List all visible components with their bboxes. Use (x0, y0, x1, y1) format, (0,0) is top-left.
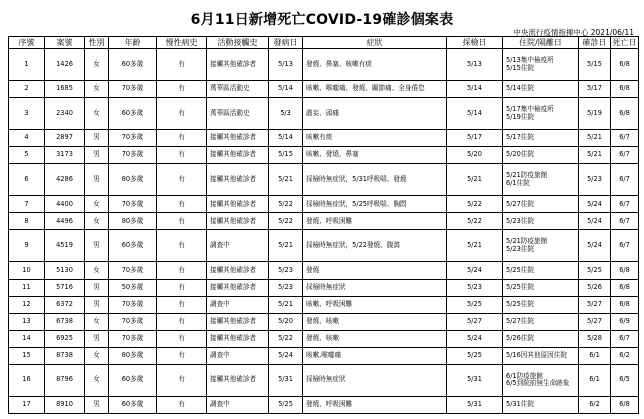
confirm-date-cell: 5/27 (579, 313, 611, 330)
confirm-date-cell: 5/24 (579, 230, 611, 262)
serial-cell: 2 (9, 81, 45, 98)
confirm-date-cell: 5/24 (579, 213, 611, 230)
header-cell: 年齡 (109, 37, 157, 49)
contact-history-cell: 接觸其他確診者 (207, 147, 269, 164)
table-row (9, 213, 639, 230)
confirm-date-cell: 5/24 (579, 196, 611, 213)
contact-history-cell: 接觸其他確診者 (207, 313, 269, 330)
confirm-date-cell: 5/17 (579, 81, 611, 98)
sex-cell: 男 (85, 164, 109, 196)
admission-date-cell (503, 296, 579, 313)
contact-history-cell: 接觸其他確診者 (207, 196, 269, 213)
chronic-history-cell: 有 (157, 130, 207, 147)
sex-cell: 女 (85, 313, 109, 330)
symptoms-cell: 採檢時無症狀，5/25呼吸喘、胸悶 (303, 196, 447, 213)
symptoms-cell: 發燒、呼吸困難 (303, 213, 447, 230)
onset-date-cell: 5/23 (269, 262, 303, 279)
case-id-cell: 4400 (45, 196, 85, 213)
sex-cell: 女 (85, 347, 109, 364)
onset-date-cell: 5/22 (269, 330, 303, 347)
cell-line: 5/26住院 (506, 333, 534, 342)
sex-cell: 女 (85, 81, 109, 98)
confirm-date-cell: 5/25 (579, 262, 611, 279)
onset-date-cell: 5/21 (269, 164, 303, 196)
chronic-history-cell: 有 (157, 164, 207, 196)
sex-cell: 女 (85, 98, 109, 130)
serial-cell: 4 (9, 130, 45, 147)
test-date-cell: 5/23 (447, 279, 503, 296)
admission-date-cell (503, 213, 579, 230)
age-cell: 70多歲 (109, 81, 157, 98)
onset-date-cell: 5/22 (269, 213, 303, 230)
symptoms-cell: 譫妄、頭痛 (303, 98, 447, 130)
serial-cell: 10 (9, 262, 45, 279)
test-date-cell: 5/21 (447, 164, 503, 196)
symptoms-cell: 咳嗽有痰 (303, 130, 447, 147)
death-date-cell: 6/7 (611, 213, 639, 230)
death-date-cell: 6/8 (611, 98, 639, 130)
table-row (9, 296, 639, 313)
chronic-history-cell: 有 (157, 279, 207, 296)
symptoms-cell: 發燒、咳嗽 (303, 330, 447, 347)
serial-cell: 6 (9, 164, 45, 196)
age-cell: 70多歲 (109, 196, 157, 213)
test-date-cell: 5/22 (447, 213, 503, 230)
serial-cell: 8 (9, 213, 45, 230)
chronic-history-cell: 有 (157, 396, 207, 413)
chronic-history-cell: 有 (157, 98, 207, 130)
age-cell: 60多歲 (109, 396, 157, 413)
table-row (9, 49, 639, 81)
contact-history-cell: 接觸其他確診者 (207, 364, 269, 396)
case-id-cell: 5716 (45, 279, 85, 296)
sex-cell: 女 (85, 49, 109, 81)
table-row (9, 262, 639, 279)
chronic-history-cell: 有 (157, 147, 207, 164)
test-date-cell: 5/24 (447, 262, 503, 279)
onset-date-cell: 5/24 (269, 347, 303, 364)
onset-date-cell: 5/25 (269, 396, 303, 413)
symptoms-cell: 發燒、鼻塞、咳嗽有痰 (303, 49, 447, 81)
test-date-cell: 5/27 (447, 313, 503, 330)
sex-cell: 男 (85, 130, 109, 147)
contact-history-cell: 接觸其他確診者 (207, 262, 269, 279)
chronic-history-cell: 有 (157, 196, 207, 213)
contact-history-cell: 接觸其他確診者 (207, 213, 269, 230)
serial-cell: 12 (9, 296, 45, 313)
chronic-history-cell: 有 (157, 330, 207, 347)
sex-cell: 女 (85, 262, 109, 279)
header-cell: 採檢日 (447, 37, 503, 49)
table-header-row (9, 37, 639, 49)
death-date-cell: 6/8 (611, 396, 639, 413)
case-id-cell: 4519 (45, 230, 85, 262)
case-id-cell: 1685 (45, 81, 85, 98)
admission-date-cell (503, 262, 579, 279)
age-cell: 60多歲 (109, 230, 157, 262)
death-date-cell: 6/7 (611, 196, 639, 213)
test-date-cell: 5/24 (447, 330, 503, 347)
chronic-history-cell: 有 (157, 213, 207, 230)
contact-history-cell: 萬華區活動史 (207, 98, 269, 130)
admission-date-cell (503, 230, 579, 262)
admission-date-cell (503, 396, 579, 413)
admission-date-cell (503, 313, 579, 330)
test-date-cell: 5/13 (447, 49, 503, 81)
table-row (9, 313, 639, 330)
onset-date-cell: 5/31 (269, 364, 303, 396)
header-cell: 死亡日 (612, 37, 637, 47)
case-id-cell: 2897 (45, 130, 85, 147)
confirm-date-cell: 5/26 (579, 279, 611, 296)
serial-cell: 13 (9, 313, 45, 330)
death-date-cell: 6/2 (611, 347, 639, 364)
cell-line: 5/20住院 (506, 150, 534, 159)
cell-line: 6/5到院前無生命跡象 (506, 379, 570, 388)
chronic-history-cell: 有 (157, 262, 207, 279)
sex-cell: 男 (85, 147, 109, 164)
case-id-cell: 5130 (45, 262, 85, 279)
case-id-cell: 8738 (45, 347, 85, 364)
onset-date-cell: 5/15 (269, 147, 303, 164)
table-row (9, 196, 639, 213)
admission-date-cell (503, 364, 579, 396)
cell-line: 5/17集中檢疫所 (506, 105, 554, 114)
sex-cell: 男 (85, 330, 109, 347)
header-cell: 活動接觸史 (207, 37, 269, 49)
header-cell: 序號 (9, 37, 45, 49)
chronic-history-cell: 有 (157, 313, 207, 330)
case-id-cell: 8910 (45, 396, 85, 413)
source-label: 中央流行疫情指揮中心 2021/06/11 (513, 28, 634, 37)
cell-line: 6/1住院 (506, 178, 530, 187)
age-cell: 80多歲 (109, 164, 157, 196)
cell-line: 5/23住院 (506, 216, 534, 225)
sex-cell: 女 (85, 213, 109, 230)
symptoms-cell: 咳嗽、喉嚨痛、發燒、關節痛、全身倦怠 (303, 81, 447, 98)
death-date-cell: 6/7 (611, 130, 639, 147)
cell-line: 5/13集中檢疫所 (506, 56, 554, 65)
table-row (9, 330, 639, 347)
confirm-date-cell: 6/1 (579, 364, 611, 396)
onset-date-cell: 5/23 (269, 279, 303, 296)
serial-cell: 15 (9, 347, 45, 364)
onset-date-cell: 5/14 (269, 81, 303, 98)
cell-line: 5/17住院 (506, 133, 534, 142)
header-cell: 確診日 (579, 37, 611, 49)
table-row (9, 396, 639, 413)
age-cell: 60多歲 (109, 49, 157, 81)
admission-date-cell (503, 130, 579, 147)
table-row (9, 147, 639, 164)
chronic-history-cell: 有 (157, 296, 207, 313)
confirm-date-cell: 5/21 (579, 130, 611, 147)
death-date-cell: 6/9 (611, 313, 639, 330)
symptoms-cell: 採檢時無症狀，5/31呼吸喘、發燒 (303, 164, 447, 196)
cell-line: 5/25住院 (506, 282, 534, 291)
test-date-cell: 5/31 (447, 364, 503, 396)
confirm-date-cell: 5/15 (579, 49, 611, 81)
cell-line: 5/21防疫旅館 (506, 171, 548, 180)
serial-cell: 9 (9, 230, 45, 262)
death-date-cell: 6/8 (611, 262, 639, 279)
serial-cell: 11 (9, 279, 45, 296)
symptoms-cell: 採檢時無症狀 (303, 364, 447, 396)
confirm-date-cell: 5/28 (579, 330, 611, 347)
serial-cell: 16 (9, 364, 45, 396)
sex-cell: 男 (85, 230, 109, 262)
cell-line: 5/31住院 (506, 400, 534, 409)
chronic-history-cell: 有 (157, 230, 207, 262)
serial-cell: 3 (9, 98, 45, 130)
age-cell: 70多歲 (109, 313, 157, 330)
test-date-cell: 5/22 (447, 196, 503, 213)
chronic-history-cell: 有 (157, 364, 207, 396)
chronic-history-cell: 有 (157, 49, 207, 81)
age-cell: 60多歲 (109, 364, 157, 396)
sex-cell: 女 (85, 196, 109, 213)
confirm-date-cell: 5/23 (579, 164, 611, 196)
case-id-cell: 8796 (45, 364, 85, 396)
sex-cell: 男 (85, 396, 109, 413)
test-date-cell: 5/25 (447, 296, 503, 313)
case-id-cell: 6925 (45, 330, 85, 347)
table-row (9, 164, 639, 196)
symptoms-cell: 發燒 (303, 262, 447, 279)
age-cell: 70多歲 (109, 330, 157, 347)
test-date-cell: 5/14 (447, 98, 503, 130)
cell-line: 5/14住院 (506, 84, 534, 93)
admission-date-cell (503, 81, 579, 98)
table-row (9, 130, 639, 147)
age-cell: 50多歲 (109, 279, 157, 296)
contact-history-cell: 接觸其他確診者 (207, 130, 269, 147)
test-date-cell: 5/14 (447, 81, 503, 98)
serial-cell: 1 (9, 49, 45, 81)
onset-date-cell: 5/22 (269, 196, 303, 213)
onset-date-cell: 5/20 (269, 313, 303, 330)
confirm-date-cell: 5/19 (579, 98, 611, 130)
table-row (9, 364, 639, 396)
symptoms-cell: 咳嗽、發燒、鼻塞 (303, 147, 447, 164)
age-cell: 70多歲 (109, 296, 157, 313)
admission-date-cell (503, 147, 579, 164)
header-cell: 發病日 (269, 37, 303, 49)
test-date-cell: 5/25 (447, 347, 503, 364)
age-cell: 80多歲 (109, 213, 157, 230)
cell-line: 5/25住院 (506, 299, 534, 308)
onset-date-cell: 5/21 (269, 230, 303, 262)
contact-history-cell: 調查中 (207, 347, 269, 364)
cell-line: 5/25住院 (506, 265, 534, 274)
cell-line: 5/16因其他原因住院 (506, 350, 567, 359)
cell-line: 5/27住院 (506, 199, 534, 208)
cell-line: 5/23住院 (506, 244, 534, 253)
admission-date-cell (503, 330, 579, 347)
contact-history-cell: 接觸其他確診者 (207, 49, 269, 81)
cell-line: 6/1防疫旅館 (506, 371, 543, 380)
onset-date-cell: 5/13 (269, 49, 303, 81)
confirm-date-cell: 5/27 (579, 296, 611, 313)
confirm-date-cell: 6/2 (579, 396, 611, 413)
cell-line: 5/21防疫旅館 (506, 237, 548, 246)
cell-line: 5/27住院 (506, 316, 534, 325)
death-date-cell: 6/8 (611, 49, 639, 81)
table-row (9, 81, 639, 98)
death-date-cell: 6/5 (611, 364, 639, 396)
confirm-date-cell: 5/21 (579, 147, 611, 164)
age-cell: 70多歲 (109, 147, 157, 164)
symptoms-cell: 採檢時無症狀 (303, 279, 447, 296)
admission-date-cell (503, 49, 579, 81)
sex-cell: 男 (85, 296, 109, 313)
symptoms-cell: 採檢時無症狀，5/22發燒、腹瀉 (303, 230, 447, 262)
case-id-cell: 4286 (45, 164, 85, 196)
header-cell: 性別 (85, 37, 109, 49)
admission-date-cell (503, 164, 579, 196)
death-date-cell: 6/7 (611, 147, 639, 164)
serial-cell: 17 (9, 396, 45, 413)
onset-date-cell: 5/21 (269, 296, 303, 313)
case-id-cell: 2340 (45, 98, 85, 130)
serial-cell: 14 (9, 330, 45, 347)
age-cell: 70多歲 (109, 130, 157, 147)
sex-cell: 女 (85, 364, 109, 396)
contact-history-cell: 調查中 (207, 396, 269, 413)
admission-date-cell (503, 196, 579, 213)
test-date-cell: 5/31 (447, 396, 503, 413)
contact-history-cell: 接觸其他確診者 (207, 330, 269, 347)
confirm-date-cell: 6/1 (579, 347, 611, 364)
header-cell: 住院/隔離日 (503, 37, 579, 49)
symptoms-cell: 發燒、咳嗽 (303, 313, 447, 330)
case-id-cell: 3173 (45, 147, 85, 164)
table-row (9, 230, 639, 262)
serial-cell: 7 (9, 196, 45, 213)
symptoms-cell: 咳嗽、呼吸困難 (303, 296, 447, 313)
case-id-cell: 6372 (45, 296, 85, 313)
onset-date-cell: 5/14 (269, 130, 303, 147)
death-date-cell: 6/8 (611, 279, 639, 296)
sex-cell: 男 (85, 279, 109, 296)
death-date-cell: 6/8 (611, 296, 639, 313)
age-cell: 60多歲 (109, 98, 157, 130)
symptoms-cell: 咳嗽,喉嚨痛 (303, 347, 447, 364)
contact-history-cell: 接觸其他確診者 (207, 164, 269, 196)
onset-date-cell: 5/3 (269, 98, 303, 130)
header-cell: 慢性病史 (157, 37, 207, 49)
case-table (8, 36, 639, 414)
age-cell: 80多歲 (109, 347, 157, 364)
contact-history-cell: 調查中 (207, 230, 269, 262)
cell-line: 5/19住院 (506, 112, 534, 121)
table-row (9, 98, 639, 130)
header-cell: 症狀 (303, 37, 447, 49)
test-date-cell: 5/20 (447, 147, 503, 164)
death-date-cell: 6/8 (611, 81, 639, 98)
case-id-cell: 1426 (45, 49, 85, 81)
contact-history-cell: 調查中 (207, 296, 269, 313)
page-title: 6月11日新增死亡COVID-19確診個案表 (190, 12, 454, 28)
age-cell: 70多歲 (109, 262, 157, 279)
case-id-cell: 4496 (45, 213, 85, 230)
death-date-cell: 6/7 (611, 164, 639, 196)
chronic-history-cell: 有 (157, 81, 207, 98)
case-id-cell: 6738 (45, 313, 85, 330)
contact-history-cell: 萬華區活動史 (207, 81, 269, 98)
chronic-history-cell: 有 (157, 347, 207, 364)
admission-date-cell (503, 98, 579, 130)
symptoms-cell: 發燒、呼吸困難 (303, 396, 447, 413)
table-body (9, 49, 639, 414)
admission-date-cell (503, 347, 579, 364)
table-row (9, 279, 639, 296)
death-date-cell: 6/7 (611, 230, 639, 262)
cell-line: 5/15住院 (506, 63, 534, 72)
header-cell: 案號 (45, 37, 85, 49)
serial-cell: 5 (9, 147, 45, 164)
test-date-cell: 5/17 (447, 130, 503, 147)
death-date-cell: 6/7 (611, 330, 639, 347)
contact-history-cell: 接觸其他確診者 (207, 279, 269, 296)
admission-date-cell (503, 279, 579, 296)
test-date-cell: 5/21 (447, 230, 503, 262)
table-row (9, 347, 639, 364)
